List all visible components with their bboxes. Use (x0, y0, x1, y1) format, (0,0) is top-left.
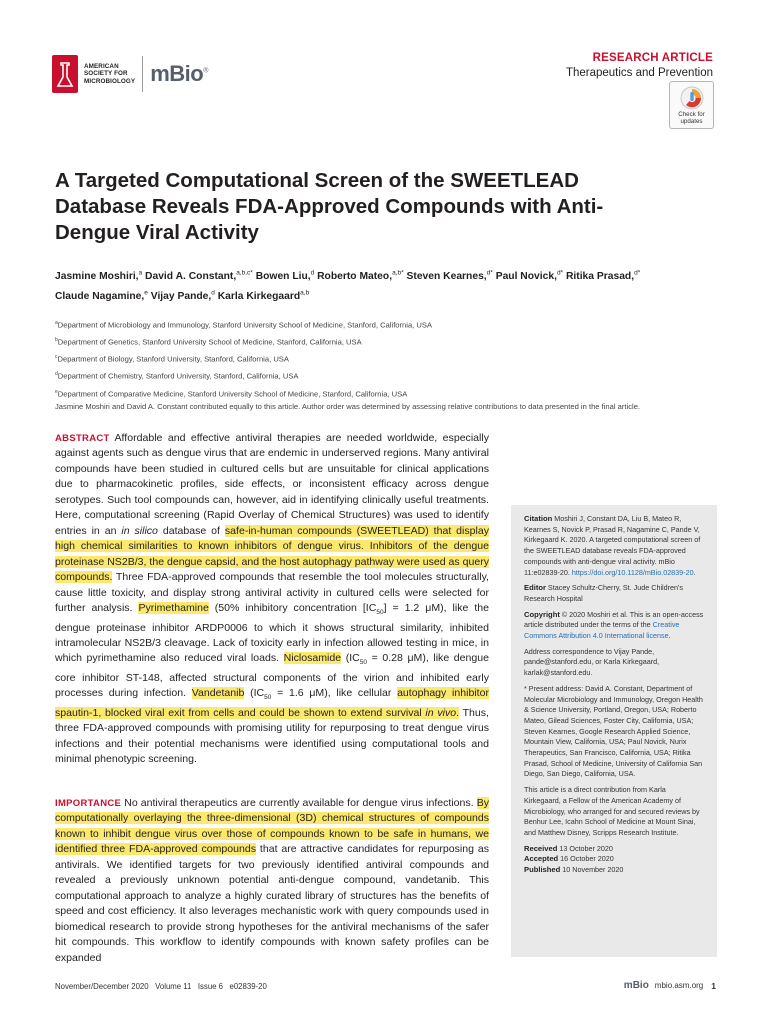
author[interactable]: Vijay Pande,$^d$ (150, 289, 215, 302)
affiliation: $^d$Department of Chemistry, Stanford University, Stanford, California, USA (55, 371, 299, 381)
page-number: 1 (711, 980, 716, 991)
check-for-updates-button[interactable] (669, 81, 714, 129)
editor: Editor Stacey Schultz-Cherry, St. Jude Children's Research Hospital (524, 583, 683, 603)
accepted-date: Accepted 16 October 2020 (524, 854, 614, 864)
footer-right (624, 980, 716, 991)
author[interactable]: Roberto Mateo,$^{a,b*}$ (317, 270, 404, 283)
author[interactable]: Paul Novick,$^{d*}$ (495, 270, 564, 283)
highlight: Pyrimethamine (138, 601, 209, 614)
asm-line-2: SOCIETY FOR (84, 70, 128, 78)
affiliation: $^a$Department of Microbiology and Immunology, Stanford University School of Medicine, Stanford, California, USA (55, 320, 433, 330)
author[interactable]: Bowen Liu,$^d$ (255, 270, 315, 283)
article-title: A Targeted Computational Screen of the SWEETLEAD Database Reveals FDA-Approved Compounds with Anti-Dengue Viral Activity (55, 169, 604, 244)
author[interactable]: Claude Nagamine,$^e$ (55, 289, 148, 302)
asm-wordmark (84, 63, 135, 86)
contribution-note: Jasmine Moshiri and David A. Constant contributed equally to this article. Author order was determined by assessing relative contributions to data presented in the final article. (55, 402, 641, 411)
abstract: ABSTRACT Affordable and effective antiviral therapies are needed worldwide, especially against agents such as dengue virus that are endemic in underserved regions. Many antiviral compounds have been studied in cultured cells but are unsuitable for clinical applications due to pharmacokinetic profiles, side effects, or inconsistent efficacy across dengue serotypes. Such tool compounds can, however, aid in identifying clinically useful treatments. Here, computational screening (Rapid Overlay of Chemical Structures) was used to identify entries in an in silico database of safe-in-human compounds (SWEETLEAD) that display high chemical similarities to known inhibitors of dengue virus. Inhibitors of the dengue proteinase NS2B/3, the dengue capsid, and the host autophagy pathway were used as query compounds. Three FDA-approved compounds that resemble the tool molecules structurally, cause little toxicity, and display strong antiviral activity in cultured cells were selected for further analysis. Pyrimethamine (50% inhibitory concentration $[IC_{50}] = 1.2$ μM), like the dengue proteinase inhibitor ARDP0006 to which it shows structural similarity, inhibited intramolecular NS2B/3 cleavage. Lack of toxicity early in infection allowed testing in mice, in which pyrimethamine also reduced viral loads. Niclosamide ($IC_{50} = 0.28$ μM), like dengue core inhibitor ST-148, affected structural components of the virion and inhibited early processes during infection. Vandetanib ($IC_{50} = 1.6$ μM), like cellular autophagy inhibitor spautin-1, blocked viral exit from cells and could be shown to extend survival in vivo. Thus, three FDA-approved compounds with promising utility for repurposing to treat dengue virus infections and their potential mechanisms were identified using computational tools and minimal phenotypic screening. (55, 432, 489, 766)
highlight: Niclosamide (283, 652, 342, 665)
received-date: Received 13 October 2020 (524, 843, 613, 853)
mbio-logo-text: mBio (150, 61, 204, 86)
article-category: Therapeutics and Prevention (565, 67, 713, 79)
abstract-heading: ABSTRACT (55, 433, 110, 444)
highlight: Vandetanib (191, 687, 245, 700)
journal-website-link[interactable]: mbio.asm.org (654, 981, 704, 990)
author[interactable]: Karla Kirkegaard$^{a,b}$ (217, 289, 310, 302)
check-updates-label (670, 111, 713, 125)
asm-line-1: AMERICAN (84, 62, 119, 70)
published-date: Published 10 November 2020 (524, 865, 624, 875)
importance: IMPORTANCE No antiviral therapeutics are currently available for dengue virus infections. By computationally overlaying the three-dimensional (3D) chemical structures of compounds known to inhibit dengue virus over those of compounds known to be safe in humans, we identified three FDA-approved compounds that are attractive candidates for repurposing as antivirals. We identified targets for two previously identified antiviral compounds and revealed a previously unknown potential anti-dengue compound, vandetanib. This computational approach to analyze a highly curated library of structures has the benefits of speed and cost efficiency. It also leverages mechanistic work with query compounds used in biomedical research to provide strong hypotheses for the antiviral mechanisms of the safer hit compounds. This workflow to identify compounds with known safety profiles can be expanded (55, 797, 489, 964)
author[interactable]: Steven Kearnes,$^{d*}$ (406, 270, 493, 283)
check-updates-icon (680, 86, 704, 110)
author-list (55, 266, 715, 305)
publisher-logos (52, 50, 208, 98)
author[interactable]: David A. Constant,$^{a,b,c*}$ (145, 270, 253, 283)
logo-divider (142, 56, 143, 92)
article-type: RESEARCH ARTICLE (592, 52, 713, 64)
mbio-logo (150, 61, 208, 87)
author[interactable]: Ritika Prasad,$^{d*}$ (565, 270, 641, 283)
registered-mark: ® (203, 67, 208, 75)
direct-contribution: This article is a direct contribution from Karla Kirkegaard, a Fellow of the American Academy of Microbiology, who arranged for and secured reviews by Benhur Lee, Icahn School of Medicine at Mount Sinai, and Matthew Disney, Scripps Research Institute. (524, 785, 700, 837)
mbio-mini-logo: mBio (623, 980, 649, 991)
article-info-sidebar (511, 505, 717, 957)
highlight: By computationally overlaying the three-dimensional (3D) chemical structures of compounds known to inhibit dengue virus over those of compounds known to be safe in humans, we identified three FDA-approved compounds (55, 797, 489, 856)
affiliation: $^c$Department of Biology, Stanford University, Stanford, California, USA (55, 354, 289, 364)
correspondence: Address correspondence to Vijay Pande, pande@stanford.edu, or Karla Kirkegaard, karlak@stanford.edu. (524, 646, 660, 678)
citation: Citation Moshiri J, Constant DA, Liu B, Mateo R, Kearnes S, Novick P, Prasad R, Nagamine C, Pande V, Kirkegaard K. 2020. A targeted computational screen of the SWEETLEAD database reveals FDA-approved compounds with anti-dengue viral activity. mBio 11:e02839-20. https://doi.org/10.1128/mBio.02839-20. (524, 514, 701, 577)
affiliations (55, 316, 715, 402)
author[interactable]: Jasmine Moshiri,$^a$ (55, 270, 143, 283)
importance-heading: IMPORTANCE (55, 798, 122, 809)
affiliation: $^e$Department of Comparative Medicine, Stanford University School of Medicine, Stanford, California, USA (55, 388, 408, 399)
highlight: autophagy inhibitor spautin-1, blocked viral exit from cells and could be shown to extend survival in vivo. (55, 687, 489, 720)
check-updates-line-1: Check for (678, 111, 705, 118)
dates (524, 844, 704, 876)
asm-logo-icon (52, 55, 78, 93)
present-address: * Present address: David A. Constant, Department of Molecular Microbiology and Immunology, Oregon Health & Science University, Portland, Oregon, USA; Roberto Mateo, Gilead Sciences, Foster City, California, USA; Steven Kearnes, Google Research Applied Science, Mountain View, California, USA; Paul Novick, Nurix Therapeutics, San Francisco, California, USA; Ritika Prasad, School of Medicine, University of California San Diego, San Diego, California, USA. (524, 683, 703, 779)
check-updates-line-2: updates (680, 118, 703, 125)
issue-info: November/December 2020 Volume 11 Issue 6 e02839-20 (55, 982, 267, 991)
copyright: Copyright © 2020 Moshiri et al. This is an open-access article distributed under the terms of the Creative Commons Attribution 4.0 International license. (524, 609, 704, 641)
highlight: safe-in-human compounds (SWEETLEAD) that display high chemical similarities to known inhibitors of dengue virus. Inhibitors of the dengue proteinase NS2B/3, the dengue capsid, and the host autophagy pathway were used as query compounds. (55, 524, 489, 584)
affiliation: $^b$Department of Genetics, Stanford University School of Medicine, Stanford, California, USA (55, 337, 362, 347)
doi-link[interactable]: https://doi.org/10.1128/mBio.02839-20 (571, 567, 694, 577)
asm-line-3: MICROBIOLOGY (84, 77, 136, 85)
license-link[interactable]: Creative Commons Attribution 4.0 International license (524, 620, 680, 641)
